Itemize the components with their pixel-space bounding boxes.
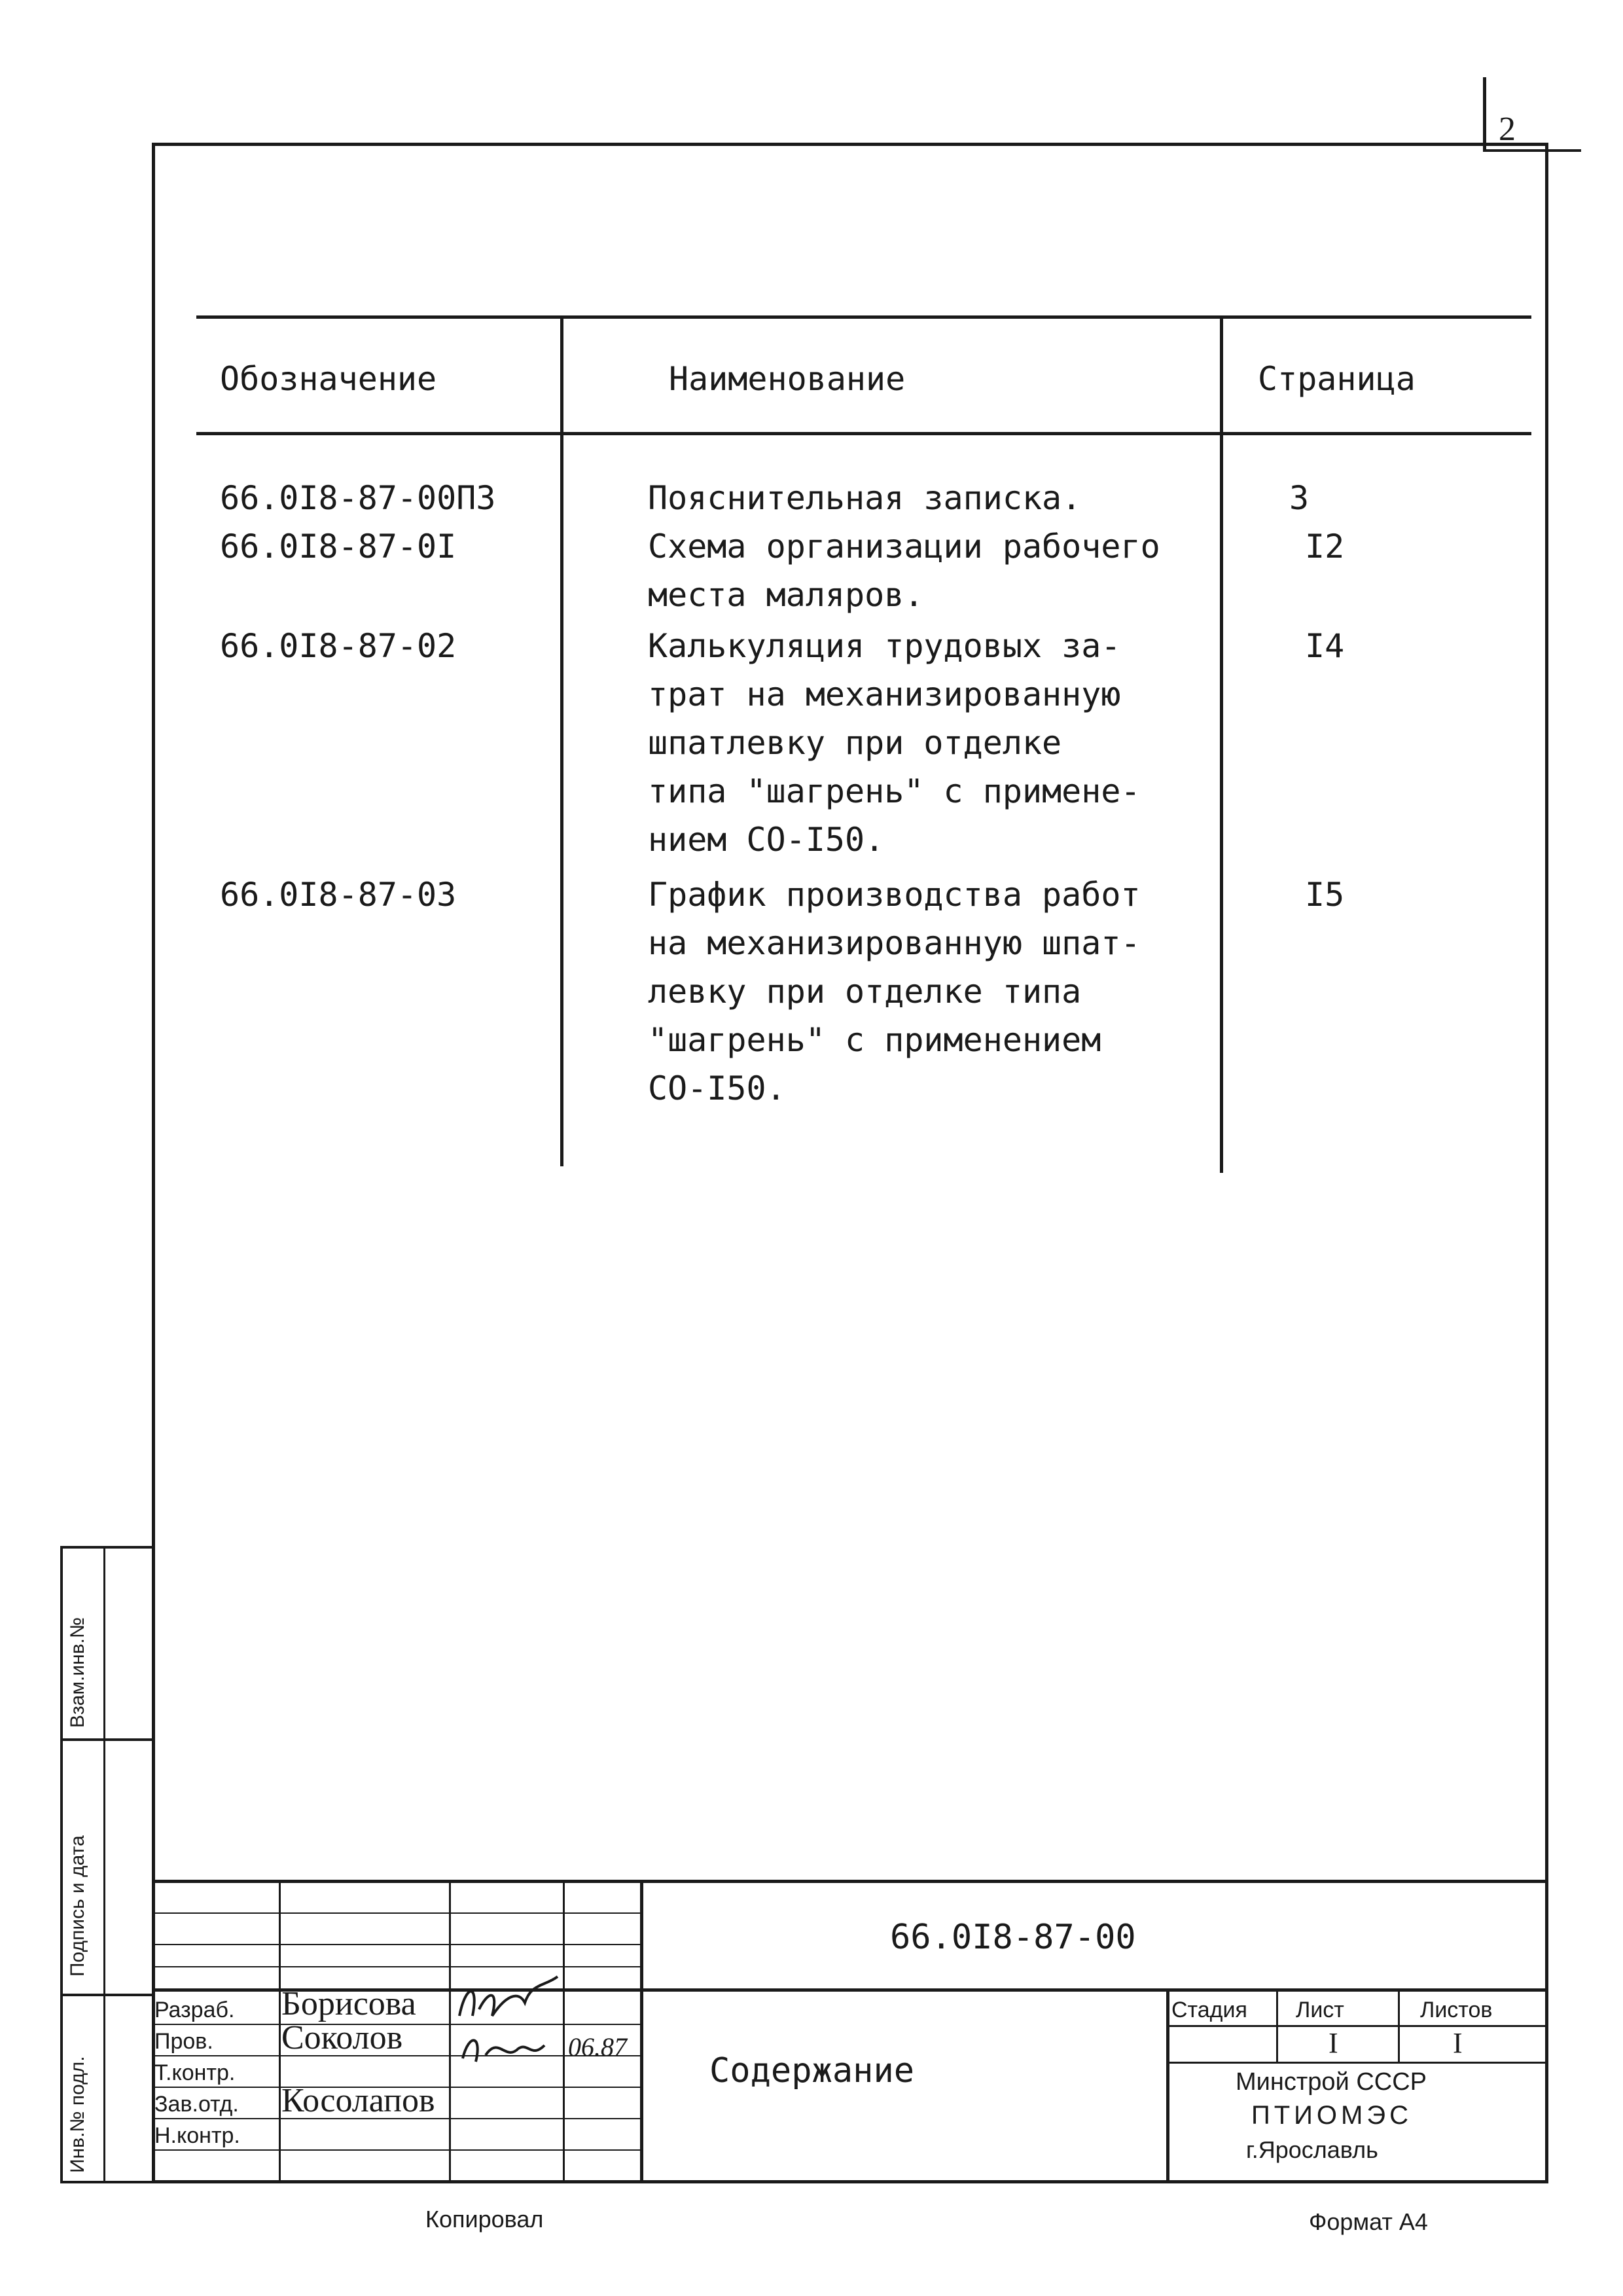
side-stamp-inventory: Инв.№ подл. [67, 2056, 88, 2173]
stage-label: Стадия [1171, 1998, 1247, 2022]
row-page: I4 [1305, 627, 1345, 665]
side-stamp-signature-date: Подпись и дата [67, 1835, 88, 1977]
row-page: I2 [1305, 528, 1345, 565]
org-institute: ПТИОМЭС [1251, 2101, 1413, 2130]
role-developer: Разраб. [154, 1998, 235, 2022]
row-name-line: "шагрень" с применением [648, 1021, 1101, 1059]
row-name-line: СО-I50. [648, 1069, 786, 1107]
sheet-value: I [1329, 2027, 1338, 2059]
side-stamp-replacement: Взам.инв.№ [67, 1617, 88, 1728]
row-designation: 66.0I8-87-00ПЗ [220, 479, 496, 517]
role-checker: Пров. [154, 2029, 213, 2054]
role-norm-control: Н.контр. [154, 2123, 240, 2148]
header-designation: Обозначение [220, 360, 437, 398]
table-top-line [196, 315, 1531, 319]
footer-copied: Копировал [425, 2206, 544, 2233]
row-designation: 66.0I8-87-02 [220, 627, 457, 665]
row-name-line: типа "шагрень" с примене- [648, 772, 1141, 810]
signature-developer [453, 1970, 564, 2029]
doc-title: Содержание [709, 2051, 915, 2090]
sheets-label: Листов [1420, 1998, 1493, 2022]
name-checker: Соколов [281, 2019, 403, 2056]
row-page: 3 [1289, 479, 1310, 517]
row-designation: 66.0I8-87-0I [220, 528, 457, 565]
name-head-dept: Косолапов [281, 2082, 435, 2119]
sheet-label: Лист [1296, 1998, 1344, 2022]
header-page: Страница [1258, 360, 1416, 398]
row-name-line: на механизированную шпат- [648, 924, 1141, 962]
title-block-top [152, 1880, 1548, 1883]
org-city: г.Ярославль [1246, 2136, 1378, 2163]
role-tech-control: Т.контр. [154, 2060, 236, 2085]
doc-code: 66.0I8-87-00 [890, 1918, 1136, 1957]
row-designation: 66.0I8-87-03 [220, 876, 457, 914]
row-name-line: Схема организации рабочего [648, 528, 1160, 565]
drawing-frame [152, 143, 1548, 2183]
table-col-divider-1 [560, 315, 563, 1166]
role-head-dept: Зав.отд. [154, 2092, 239, 2117]
row-name-line: Калькуляция трудовых за- [648, 627, 1121, 665]
row-name-line: Пояснительная записка. [648, 479, 1082, 517]
page-number: 2 [1499, 111, 1516, 148]
sheets-value: I [1453, 2027, 1463, 2059]
org-ministry: Минстрой СССР [1236, 2068, 1427, 2096]
header-name: Наименование [669, 360, 906, 398]
table-col-divider-2 [1220, 315, 1223, 1173]
row-name-line: График производства работ [648, 876, 1141, 914]
footer-format: Формат А4 [1309, 2208, 1428, 2235]
row-page: I5 [1305, 876, 1345, 914]
row-name-line: шпатлевку при отделке [648, 724, 1062, 762]
name-developer: Борисова [281, 1985, 416, 2022]
sign-date: 06.87 [568, 2032, 627, 2062]
row-name-line: места маляров. [648, 576, 924, 614]
row-name-line: левку при отделке типа [648, 973, 1082, 1011]
signature-checker [453, 2022, 564, 2075]
row-name-line: трат на механизированную [648, 675, 1121, 713]
row-name-line: нием СО-I50. [648, 821, 885, 859]
table-header-line [196, 432, 1531, 435]
